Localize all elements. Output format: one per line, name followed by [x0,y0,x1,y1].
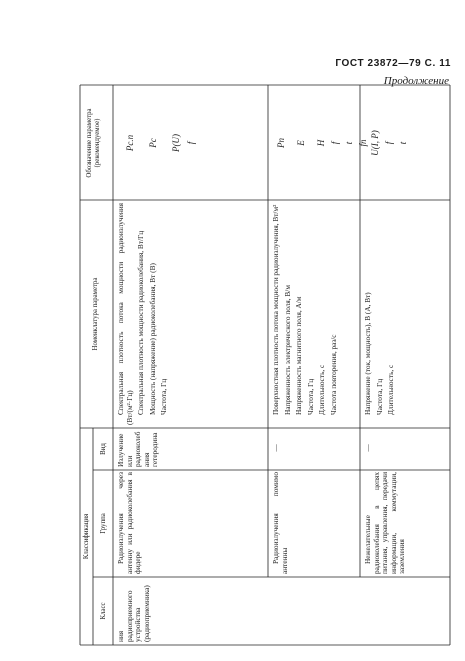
row-2-params [272,203,342,425]
row-2-param-4: Частота, Гц [305,378,315,415]
row-2-symbol-3: H [316,139,326,147]
row-2-symbol-6: fп [358,139,368,147]
class-cell: ния радиоприемного устройства (радиоприемника) [116,585,151,642]
row-2-param-1: Поверхностная плотность потока мощности радиоизлучения, Вт/м² [271,204,280,415]
header-kind: Вид [100,443,107,455]
row-3-kind: — [363,444,372,452]
row-2-symbols [276,89,369,197]
row-3-symbol-1: U(I, P) [370,130,380,156]
row-2-param-6: Частота повторения, раз/с [328,334,338,415]
row-3-params [364,203,399,425]
row-3-param-1: Напряжение (ток, мощность), В (А, Вт) [363,292,372,415]
row-2-symbol-4: f [330,141,340,145]
continuation-label: Продолжение [383,75,449,87]
row-2-kind: — [271,444,280,452]
row-1-symbol-3: P(U) [171,134,181,152]
row-3-symbol-2: f [384,141,394,145]
row-1-params [117,203,172,425]
row-2-param-2: Напряженность электрического поля, В/м [282,285,292,415]
row-1-symbol-2: Pс [148,138,158,148]
row-2-param-3: Напряженность магнитного поля, А/м [294,296,304,415]
page-header: ГОСТ 23872—79 С. 11 [335,58,451,69]
row-1-group: Радиоизлучения через антенну или радиоколебания в фидере [116,472,143,574]
row-1-symbol-4: f [186,141,196,145]
row-1-param-2: Спектральная плотность мощности радиоколебания, Вт/Гц [136,230,146,415]
row-1-param-4: Частота, Гц [159,378,169,415]
row-1-param-3: Мощность (напряжение) радиоколебания, Вт (В) [147,263,157,415]
row-2-symbol-1: Pп [276,138,286,148]
row-2-param-5: Длительность, с [317,364,327,415]
row-3-symbols [370,89,409,197]
row-2-group: Радиоизлучения помимо антенны [271,472,289,574]
row-3-symbol-3: t [398,141,408,145]
header-designation: Обозначение параметра (рекомендуемое) [86,108,101,178]
header-class: Класс [100,602,107,620]
row-3-param-3: Длительность, с [386,364,396,415]
row-1-param-1: Спектральная плотность потока мощности радиоизлучения (Вт/(м²·Гц) [116,203,134,425]
row-1-kind: Излучение или радиоколебания гетеродина [116,431,160,467]
header-group: Группа [100,513,107,534]
row-1-symbol-1: Pс.п [125,134,135,152]
row-2-symbol-2: E [296,140,306,146]
parameters-table [80,85,450,645]
row-3-param-2: Частота, Гц [374,378,384,415]
row-3-group: Нежелательные радиоколебания в цепях питания, управления, передачи информации, коммутации, заземления [363,472,407,574]
row-2-symbol-5: t [344,141,354,145]
row-1-symbols [125,89,197,197]
header-nomenclature: Номенклатура параметра [92,277,99,351]
header-classification: Классификация [83,513,90,560]
